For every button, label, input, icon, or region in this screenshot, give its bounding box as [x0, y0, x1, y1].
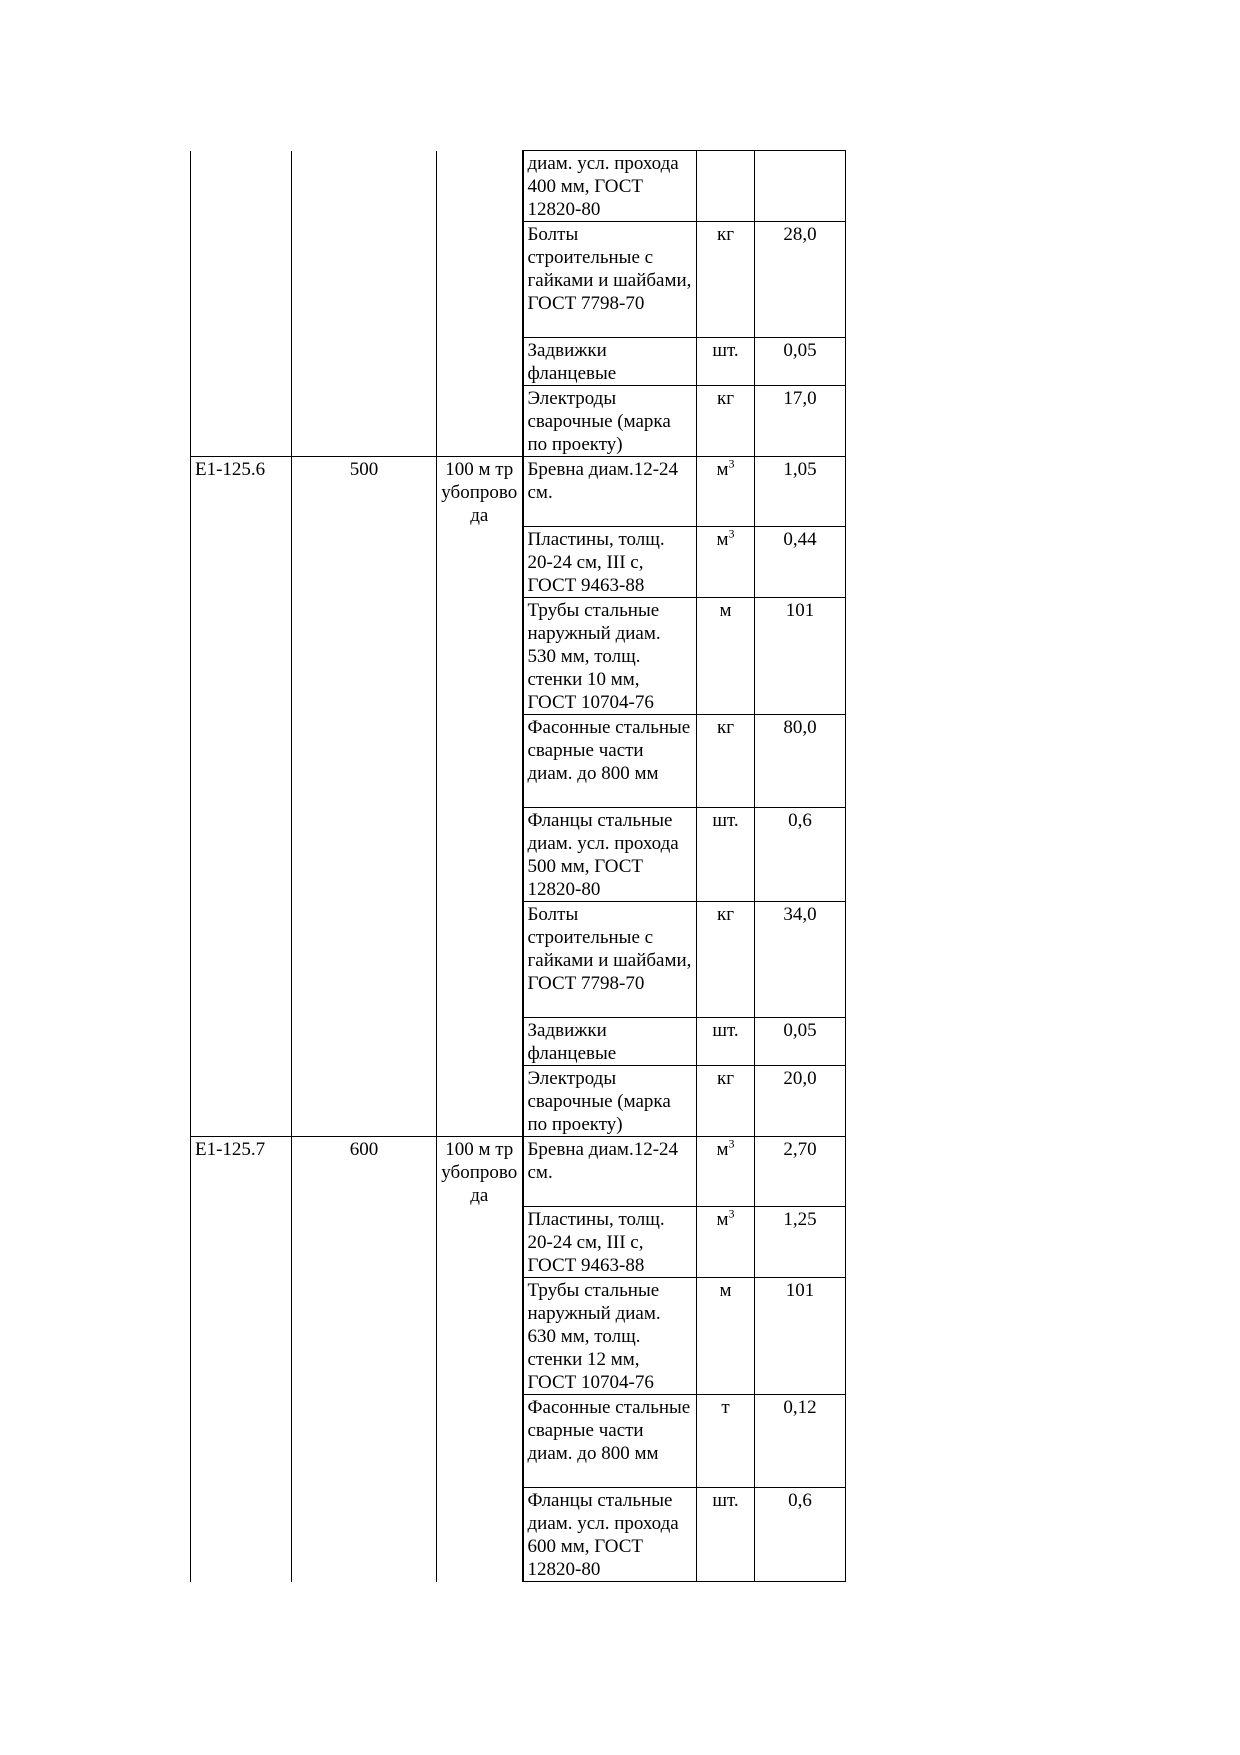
- measure-unit-cell: 100 м трубопровода: [437, 1137, 523, 1582]
- material-name-cell: Электроды сварочные (марка по проекту): [523, 386, 697, 457]
- table-row: [191, 1137, 846, 1207]
- norm-code-cell: [191, 151, 292, 457]
- material-unit-cell: шт.: [697, 808, 755, 902]
- material-unit-cell: шт.: [697, 1488, 755, 1582]
- quantity-cell: 34,0: [755, 902, 846, 1018]
- quantity-cell: 0,12: [755, 1395, 846, 1488]
- material-name-cell: Трубы стальные наружный диам. 530 мм, толщ. стенки 10 мм, ГОСТ 10704-76: [523, 598, 697, 715]
- material-name-cell: Задвижки фланцевые: [523, 1018, 697, 1066]
- material-unit-cell: кг: [697, 715, 755, 808]
- material-unit-cell: кг: [697, 1066, 755, 1137]
- material-unit-cell: [697, 151, 755, 222]
- diameter-cell: [292, 151, 437, 457]
- quantity-cell: 1,25: [755, 1207, 846, 1278]
- material-unit-cell: шт.: [697, 1018, 755, 1066]
- quantity-cell: [755, 151, 846, 222]
- quantity-cell: 1,05: [755, 457, 846, 527]
- material-name-cell: Задвижки фланцевые: [523, 338, 697, 386]
- material-unit-cell: кг: [697, 386, 755, 457]
- norms-table-body: [191, 151, 846, 1582]
- material-unit-cell: $м^3$: [697, 457, 755, 527]
- quantity-cell: 17,0: [755, 386, 846, 457]
- measure-unit-cell: [437, 151, 523, 457]
- cubic-superscript: 3: [728, 526, 735, 541]
- measure-unit-cell: 100 м трубопровода: [437, 457, 523, 1137]
- material-name-cell: Болты строительные с гайками и шайбами, ГОСТ 7798-70: [523, 902, 697, 1018]
- quantity-cell: 0,44: [755, 527, 846, 598]
- material-unit-cell: кг: [697, 222, 755, 338]
- norm-code-cell: Е1-125.6: [191, 457, 292, 1137]
- quantity-cell: 0,05: [755, 1018, 846, 1066]
- material-name-cell: Пластины, толщ. 20-24 см, III с, ГОСТ 9463-88: [523, 527, 697, 598]
- quantity-cell: 20,0: [755, 1066, 846, 1137]
- quantity-cell: 2,70: [755, 1137, 846, 1207]
- quantity-cell: 28,0: [755, 222, 846, 338]
- material-name-cell: Фасонные стальные сварные части диам. до 800 мм: [523, 715, 697, 808]
- material-unit-cell: м: [697, 598, 755, 715]
- material-name-cell: Трубы стальные наружный диам. 630 мм, толщ. стенки 12 мм, ГОСТ 10704-76: [523, 1278, 697, 1395]
- quantity-cell: 80,0: [755, 715, 846, 808]
- diameter-cell: 500: [292, 457, 437, 1137]
- norm-code-cell: Е1-125.7: [191, 1137, 292, 1582]
- quantity-cell: 0,6: [755, 808, 846, 902]
- material-name-cell: Пластины, толщ. 20-24 см, III с, ГОСТ 9463-88: [523, 1207, 697, 1278]
- material-unit-cell: м: [697, 1278, 755, 1395]
- diameter-cell: 600: [292, 1137, 437, 1582]
- quantity-cell: 101: [755, 598, 846, 715]
- material-name-cell: диам. усл. прохода 400 мм, ГОСТ 12820-80: [523, 151, 697, 222]
- material-unit-cell: кг: [697, 902, 755, 1018]
- cubic-superscript: 3: [728, 1136, 735, 1151]
- cubic-superscript: 3: [728, 456, 735, 471]
- cubic-superscript: 3: [728, 1206, 735, 1221]
- material-unit-cell: $м^3$: [697, 1137, 755, 1207]
- table-row: [191, 457, 846, 527]
- quantity-cell: 0,6: [755, 1488, 846, 1582]
- material-name-cell: Электроды сварочные (марка по проекту): [523, 1066, 697, 1137]
- quantity-cell: 101: [755, 1278, 846, 1395]
- quantity-cell: 0,05: [755, 338, 846, 386]
- material-name-cell: Бревна диам.12-24 см.: [523, 457, 697, 527]
- material-name-cell: Бревна диам.12-24 см.: [523, 1137, 697, 1207]
- material-unit-cell: $м^3$: [697, 1207, 755, 1278]
- material-name-cell: Болты строительные с гайками и шайбами, ГОСТ 7798-70: [523, 222, 697, 338]
- material-name-cell: Фланцы стальные диам. усл. прохода 500 мм, ГОСТ 12820-80: [523, 808, 697, 902]
- material-name-cell: Фасонные стальные сварные части диам. до 800 мм: [523, 1395, 697, 1488]
- material-unit-cell: т: [697, 1395, 755, 1488]
- material-unit-cell: шт.: [697, 338, 755, 386]
- material-unit-cell: $м^3$: [697, 527, 755, 598]
- table-row: [191, 151, 846, 222]
- norms-table: [190, 150, 846, 1582]
- material-name-cell: Фланцы стальные диам. усл. прохода 600 мм, ГОСТ 12820-80: [523, 1488, 697, 1582]
